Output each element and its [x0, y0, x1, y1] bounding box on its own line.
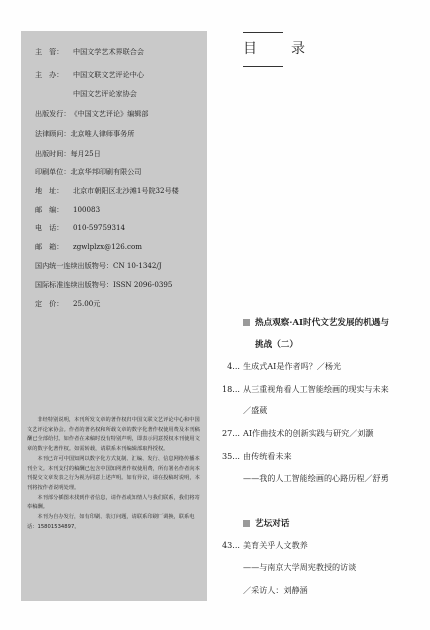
info-row-email: 邮 箱： zgwlplzx@126.com	[35, 242, 143, 251]
notice-paragraph: 本刊为自办发行，如有印刷、装订问题，请联系印刷厂调换，联系电话：15801534897。	[27, 514, 195, 530]
info-row-address: 地 址： 北京市朝阳区北沙滩1号院32号楼	[35, 186, 179, 195]
toc-page-number: 35...	[221, 451, 240, 461]
notice-paragraph: 本刊已许可中国知网以数字化方式复制、汇编、发行、信息网络传播本刊全文。本刊支付的稿酬已包含中国知网著作权使用费，所有署名作者向本刊提交文章发表之行为视为同意上述声明。如有异议，请在投稿时说明，本刊将按作者说明处理。	[27, 455, 200, 491]
info-row-phone: 电 话： 010-59759314	[35, 223, 126, 232]
info-row-supervisor: 主 管： 中国文学艺术界联合会	[35, 47, 144, 56]
toc-entry-cont: ——我的人工智能绘画的心路历程／舒勇	[243, 473, 389, 483]
info-row-legal: 法律顾问：北京唯人律师事务所	[35, 129, 135, 138]
title-bottom-rule	[243, 66, 283, 67]
toc-entry-cont: ／采访人：刘静涵	[243, 585, 308, 595]
toc-title: 目 录	[243, 41, 315, 57]
toc-entry[interactable]: 生成式AI是作者吗？／杨光	[243, 361, 342, 371]
info-row-issn: 国际标准连续出版物号：ISSN 2096-0395	[35, 280, 173, 289]
info-row-publisher: 出版发行：《中国文艺评论》编辑部	[35, 109, 149, 118]
section-square-icon	[243, 319, 250, 326]
info-row-sponsor: 主 办： 中国文联文艺评论中心	[35, 70, 144, 79]
toc-page-number: 18...	[221, 384, 240, 394]
info-row-printer: 印刷单位：北京华邦印刷有限公司	[35, 167, 142, 176]
section-heading: 艺坛对话	[243, 517, 289, 529]
copyright-notice	[27, 416, 203, 532]
section-heading-cont: 挑战（二）	[255, 340, 298, 350]
info-row-postcode: 邮 编： 100083	[35, 205, 101, 214]
info-row-date: 出版时间：每月25日	[35, 149, 101, 158]
info-row-cn-number: 国内统一连续出版物号：CN 10-1342/J	[35, 261, 162, 270]
toc-entry-cont: ／盛葳	[243, 405, 268, 415]
title-top-rule	[243, 32, 283, 33]
info-row-sponsor-2: 中国文艺评论家协会	[73, 89, 137, 98]
colophon-panel	[21, 31, 207, 601]
toc-entry[interactable]: 由传统看未来	[243, 451, 292, 461]
toc-page-number: 4...	[227, 361, 240, 371]
toc-entry-cont: ——与南京大学周宪教授的访谈	[243, 562, 357, 572]
notice-paragraph: 非经特别说明，本刊所发文章的著作权归中国文联文艺评论中心和中国文艺评论家协会。作者的著名权和所载文章的数字化著作权使用费及本刊稿酬已全部给付。如作者在来稿时没有特别声明，即表示同意授权本刊使用文章的数字化著作权。如需转载，请联系本刊编辑部取得授权。	[27, 417, 200, 453]
toc-page-number: 27...	[221, 428, 240, 438]
toc-entry[interactable]: 美育关乎人文教养	[243, 540, 308, 550]
info-row-price: 定 价： 25.00元	[35, 299, 101, 308]
toc-entry[interactable]: 从三重视角看人工智能绘画的现实与未来	[243, 384, 389, 394]
toc-entry[interactable]: AI作曲技术的创新实践与研究／刘灏	[243, 428, 374, 438]
notice-paragraph: 本刊部分插图未找到作者信息，请作者或知情人与我们联系，我们将寄奉稿酬。	[27, 494, 200, 511]
section-square-icon	[243, 520, 250, 527]
section-heading: 热点观察·AI时代文艺发展的机遇与	[243, 316, 389, 328]
toc-page-number: 43...	[221, 540, 240, 550]
